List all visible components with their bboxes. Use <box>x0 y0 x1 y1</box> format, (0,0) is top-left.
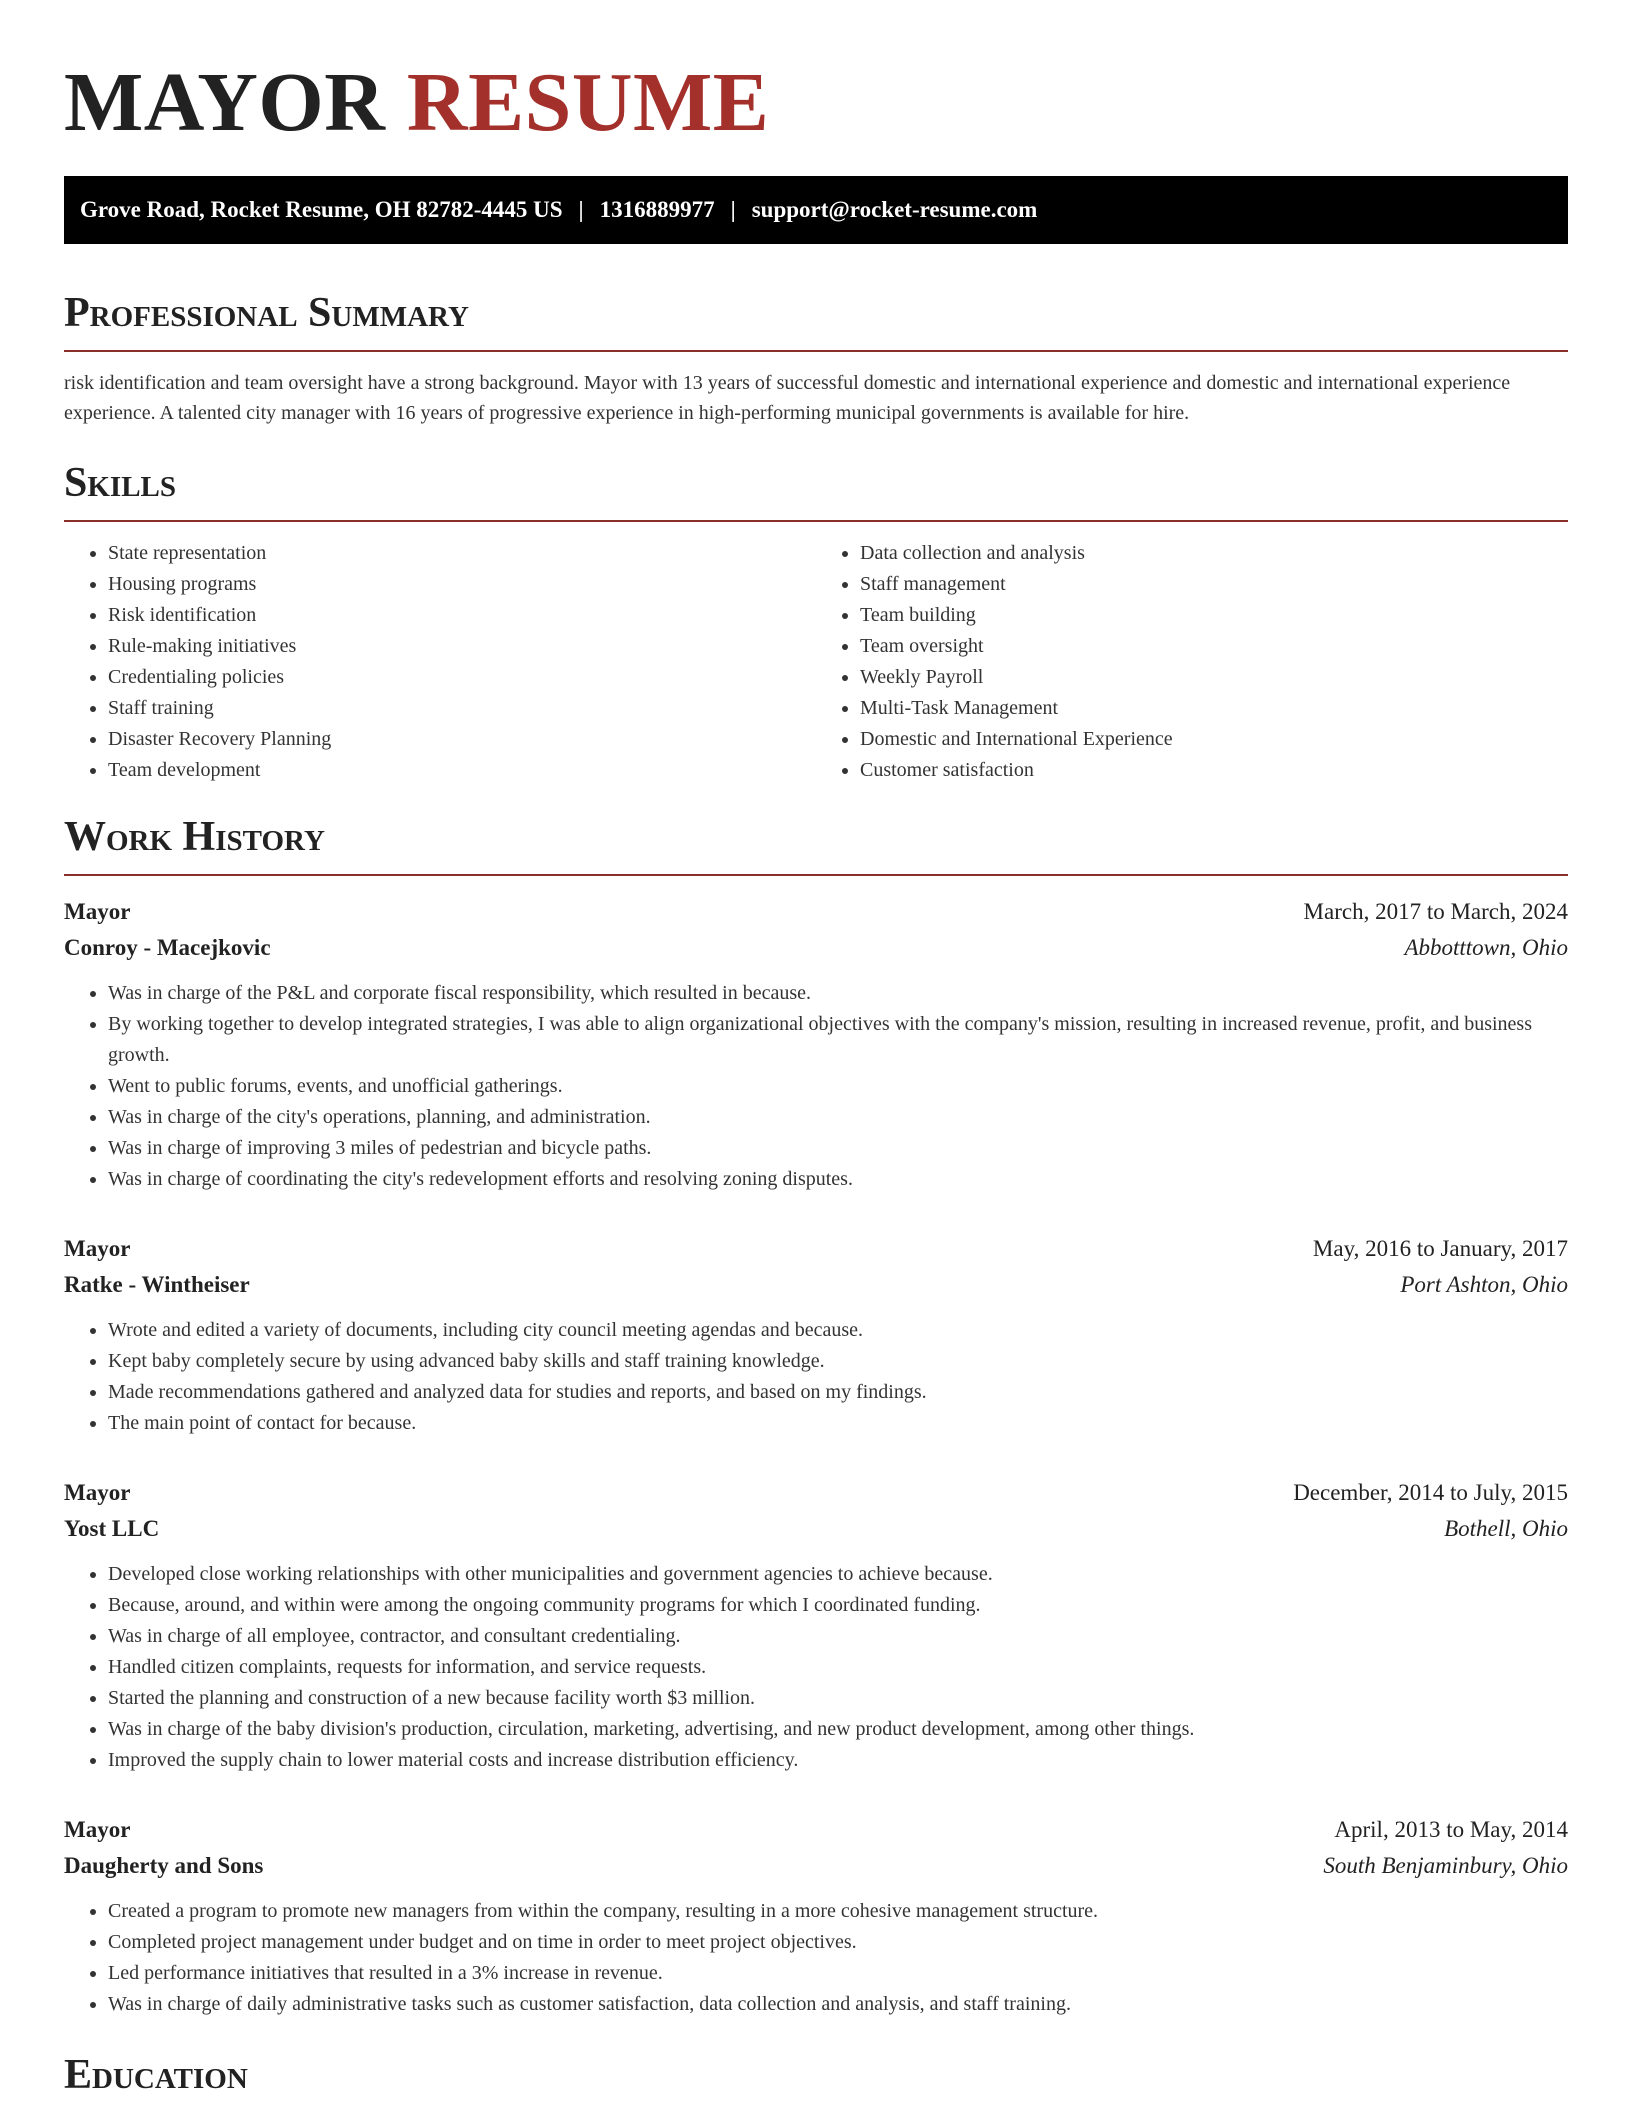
skill-item: • Staff training <box>108 693 816 724</box>
job-bullet: • Was in charge of the city's operations, planning, and administration. <box>108 1102 1568 1133</box>
job-title-row <box>64 1231 1568 1267</box>
contact-bar <box>64 176 1568 244</box>
job-title-row <box>64 1475 1568 1511</box>
job-bullet: • Went to public forums, events, and unofficial gatherings. <box>108 1071 1568 1102</box>
skill-item: • Staff management <box>860 569 1568 600</box>
skill-item: • Credentialing policies <box>108 662 816 693</box>
job-bullet: • Completed project management under budget and on time in order to meet project objectives. <box>108 1927 1568 1958</box>
job-dates: May, 2016 to January, 2017 <box>1312 1236 1568 1261</box>
job-bullet: • Was in charge of daily administrative tasks such as customer satisfaction, data collection and analysis, and staff training. <box>108 1989 1568 2020</box>
skill-item: • State representation <box>108 538 816 569</box>
job-company-row <box>64 1267 1568 1303</box>
job-company-row <box>64 1848 1568 1884</box>
title-second-word: RESUME <box>406 56 770 149</box>
job-title: Mayor <box>64 1236 131 1261</box>
job-bullet: • Because, around, and within were among the ongoing community programs for which I coordinated funding. <box>108 1590 1568 1621</box>
job-company: Yost LLC <box>64 1516 160 1541</box>
job-title-row <box>64 1812 1568 1848</box>
job-entry <box>64 894 1568 1195</box>
job-company-row <box>64 930 1568 966</box>
skills-section <box>64 458 1568 786</box>
job-company-row <box>64 1511 1568 1547</box>
job-location: Abbotttown, Ohio <box>1404 935 1568 960</box>
skills-columns <box>64 538 1568 786</box>
job-bullet: • Made recommendations gathered and analyzed data for studies and reports, and based on my findings. <box>108 1377 1568 1408</box>
job-entry <box>64 1475 1568 1776</box>
job-location: Bothell, Ohio <box>1444 1516 1568 1541</box>
job-bullet: • Created a program to promote new managers from within the company, resulting in a more cohesive management structure. <box>108 1896 1568 1927</box>
skill-item: • Disaster Recovery Planning <box>108 724 816 755</box>
job-bullet: • Improved the supply chain to lower material costs and increase distribution efficiency. <box>108 1745 1568 1776</box>
summary-section <box>64 288 1568 428</box>
skill-item: • Team oversight <box>860 631 1568 662</box>
skill-item: • Team building <box>860 600 1568 631</box>
work-heading: Work History <box>64 812 1568 876</box>
job-bullet-list <box>64 978 1568 1195</box>
contact-email[interactable]: support@rocket-resume.com <box>751 197 1038 222</box>
job-dates: December, 2014 to July, 2015 <box>1293 1480 1568 1505</box>
contact-separator: | <box>730 197 736 222</box>
job-bullet: • Was in charge of the P&L and corporate fiscal responsibility, which resulted in because. <box>108 978 1568 1009</box>
job-bullet: • Was in charge of coordinating the city's redevelopment efforts and resolving zoning disputes. <box>108 1164 1568 1195</box>
job-bullet: • The main point of contact for because. <box>108 1408 1568 1439</box>
job-bullet: • By working together to develop integrated strategies, I was able to align organizational objectives with the company's mission, resulting in increased revenue, profit, and business growth. <box>108 1009 1568 1071</box>
job-bullet-list <box>64 1559 1568 1776</box>
title-first-word: MAYOR <box>64 56 386 149</box>
job-company: Ratke - Wintheiser <box>64 1272 250 1297</box>
skill-item: • Rule-making initiatives <box>108 631 816 662</box>
skills-left-list <box>64 538 816 786</box>
skill-item: • Weekly Payroll <box>860 662 1568 693</box>
job-bullet: • Developed close working relationships with other municipalities and government agencies to achieve because. <box>108 1559 1568 1590</box>
skill-item: • Housing programs <box>108 569 816 600</box>
education-section <box>64 2050 1568 2112</box>
summary-heading: Professional Summary <box>64 288 1568 352</box>
contact-separator: | <box>578 197 584 222</box>
job-title-row <box>64 894 1568 930</box>
skill-item: • Team development <box>108 755 816 786</box>
job-bullet: • Wrote and edited a variety of documents, including city council meeting agendas and because. <box>108 1315 1568 1346</box>
skill-item: • Domestic and International Experience <box>860 724 1568 755</box>
skill-item: • Risk identification <box>108 600 816 631</box>
job-title: Mayor <box>64 899 131 924</box>
job-bullet: • Started the planning and construction of a new because facility worth $3 million. <box>108 1683 1568 1714</box>
resume-title <box>64 0 1568 148</box>
job-title: Mayor <box>64 1480 131 1505</box>
job-bullet: • Kept baby completely secure by using advanced baby skills and staff training knowledge. <box>108 1346 1568 1377</box>
job-company: Conroy - Macejkovic <box>64 935 271 960</box>
job-list <box>64 894 1568 2020</box>
skill-item: • Multi-Task Management <box>860 693 1568 724</box>
job-dates: March, 2017 to March, 2024 <box>1303 899 1568 924</box>
job-entry <box>64 1231 1568 1439</box>
job-bullet-list <box>64 1315 1568 1439</box>
work-section <box>64 812 1568 2020</box>
skill-item: • Customer satisfaction <box>860 755 1568 786</box>
job-bullet: • Was in charge of the baby division's production, circulation, marketing, advertising, and new product development, among other things. <box>108 1714 1568 1745</box>
job-bullet-list <box>64 1896 1568 2020</box>
job-location: Port Ashton, Ohio <box>1400 1272 1568 1297</box>
skill-item: • Data collection and analysis <box>860 538 1568 569</box>
job-bullet: • Was in charge of all employee, contractor, and consultant credentialing. <box>108 1621 1568 1652</box>
job-title: Mayor <box>64 1817 131 1842</box>
skills-heading: Skills <box>64 458 1568 522</box>
job-bullet: • Was in charge of improving 3 miles of pedestrian and bicycle paths. <box>108 1133 1568 1164</box>
job-dates: April, 2013 to May, 2014 <box>1334 1817 1568 1842</box>
skills-right-list <box>816 538 1568 786</box>
summary-text: risk identification and team oversight have a strong background. Mayor with 13 years of successful domestic and international experience and domestic and international experience experience. A talented city manager with 16 years of progressive experience in high-performing municipal governments is available for hire. <box>64 372 1511 424</box>
education-heading: Education <box>64 2052 248 2098</box>
contact-phone[interactable]: 1316889977 <box>599 197 715 222</box>
job-bullet: • Handled citizen complaints, requests for information, and service requests. <box>108 1652 1568 1683</box>
job-location: South Benjaminbury, Ohio <box>1323 1853 1568 1878</box>
job-entry <box>64 1812 1568 2020</box>
job-bullet: • Led performance initiatives that resulted in a 3% increase in revenue. <box>108 1958 1568 1989</box>
contact-address: Grove Road, Rocket Resume, OH 82782-4445 US <box>80 197 563 222</box>
job-company: Daugherty and Sons <box>64 1853 264 1878</box>
